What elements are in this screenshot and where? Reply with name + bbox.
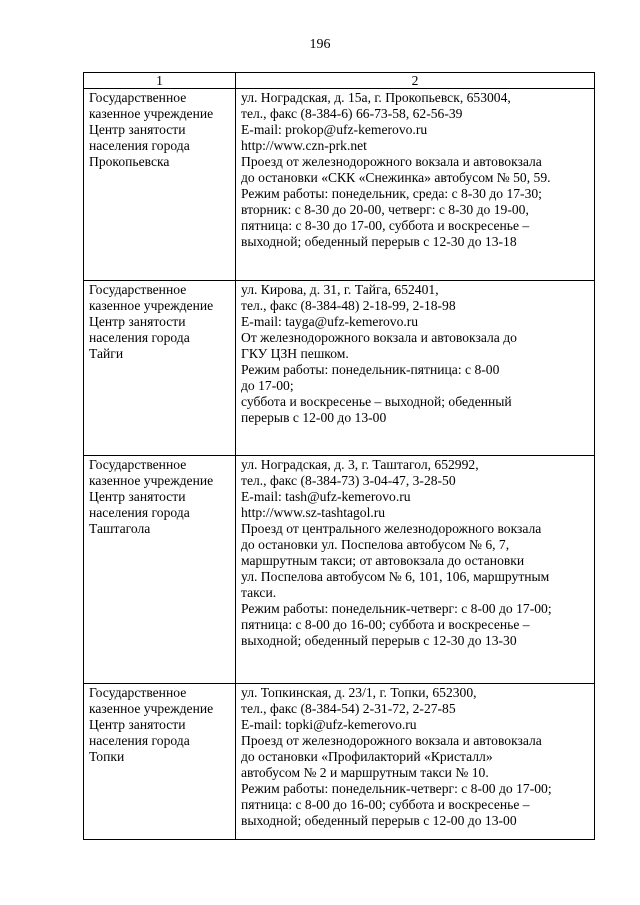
table-row <box>84 89 595 281</box>
info-line: выходной; обеденный перерыв с 12-30 до 13-18 <box>241 234 517 249</box>
org-line: Топки <box>89 749 125 764</box>
info-line: вторник: с 8-30 до 20-00, четверг: с 8-30 до 19-00, <box>241 202 529 217</box>
phone-line: тел., факс (8-384-48) 2-18-99, 2-18-98 <box>241 298 456 313</box>
org-line: Прокопьевска <box>89 154 170 169</box>
org-line: казенное учреждение <box>89 701 214 716</box>
info-line: автобусом № 2 и маршрутным такси № 10. <box>241 765 489 780</box>
info-line: выходной; обеденный перерыв с 12-00 до 13-00 <box>241 813 517 828</box>
info-line: ГКУ ЦЗН пешком. <box>241 346 349 361</box>
org-line: Тайги <box>89 346 124 361</box>
info-line: ул. Поспелова автобусом № 6, 101, 106, маршрутным <box>241 569 550 584</box>
email-line: E-mail: tayga@ufz-kemerovo.ru <box>241 314 419 329</box>
page-number: 196 <box>309 37 331 52</box>
column-header-2: 2 <box>236 73 595 89</box>
info-line: выходной; обеденный перерыв с 12-30 до 13-30 <box>241 633 517 648</box>
info-line: Режим работы: понедельник, среда: с 8-30 до 17-30; <box>241 186 542 201</box>
table-row <box>84 684 595 840</box>
address-line: ул. Ноградская, д. 15а, г. Прокопьевск, 653004, <box>241 90 511 105</box>
table-row <box>84 456 595 684</box>
org-name-cell <box>84 89 236 281</box>
employment-centers-table <box>83 72 595 840</box>
org-line: населения города <box>89 505 190 520</box>
info-line: пятница: с 8-00 до 16-00; суббота и воскресенье – <box>241 617 530 632</box>
org-name-cell <box>84 281 236 456</box>
info-line: Проезд от железнодорожного вокзала и автовокзала <box>241 733 542 748</box>
info-line: до остановки «СКК «Снежинка» автобусом № 50, 59. <box>241 170 551 185</box>
table-row <box>84 281 595 456</box>
org-line: казенное учреждение <box>89 106 214 121</box>
org-line: Центр занятости <box>89 717 186 732</box>
org-line: Центр занятости <box>89 489 186 504</box>
contact-info-cell <box>236 89 595 281</box>
info-line: до остановки «Профилакторий «Кристалл» <box>241 749 493 764</box>
info-line: такси. <box>241 585 277 600</box>
info-line: Режим работы: понедельник-четверг: с 8-00 до 17-00; <box>241 781 552 796</box>
org-line: казенное учреждение <box>89 298 214 313</box>
org-line: Центр занятости <box>89 314 186 329</box>
org-line: Центр занятости <box>89 122 186 137</box>
info-line: маршрутным такси; от автовокзала до остановки <box>241 553 525 568</box>
contact-info-cell <box>236 281 595 456</box>
phone-line: тел., факс (8-384-73) 3-04-47, 3-28-50 <box>241 473 456 488</box>
column-header-1: 1 <box>84 73 236 89</box>
org-line: казенное учреждение <box>89 473 214 488</box>
email-line: E-mail: tash@ufz-kemerovo.ru <box>241 489 411 504</box>
org-line: Государственное <box>89 457 187 472</box>
org-name-cell <box>84 684 236 840</box>
phone-line: тел., факс (8-384-6) 66-73-58, 62-56-39 <box>241 106 463 121</box>
org-line: Государственное <box>89 282 187 297</box>
info-line: пятница: с 8-30 до 17-00, суббота и воскресенье – <box>241 218 530 233</box>
info-line: суббота и воскресенье – выходной; обеденный <box>241 394 512 409</box>
org-line: Государственное <box>89 90 187 105</box>
org-line: Государственное <box>89 685 187 700</box>
table-header-row <box>84 73 595 89</box>
contact-info-cell <box>236 684 595 840</box>
org-line: населения города <box>89 733 190 748</box>
org-line: населения города <box>89 138 190 153</box>
email-line: E-mail: topki@ufz-kemerovo.ru <box>241 717 417 732</box>
info-line: до 17-00; <box>241 378 294 393</box>
phone-line: тел., факс (8-384-54) 2-31-72, 2-27-85 <box>241 701 456 716</box>
website-line: http://www.sz-tashtagol.ru <box>241 505 386 520</box>
email-line: E-mail: prokop@ufz-kemerovo.ru <box>241 122 428 137</box>
address-line: ул. Ноградская, д. 3, г. Таштагол, 652992, <box>241 457 479 472</box>
info-line: Проезд от центрального железнодорожного вокзала <box>241 521 542 536</box>
info-line: Режим работы: понедельник-четверг: с 8-00 до 17-00; <box>241 601 552 616</box>
org-line: населения города <box>89 330 190 345</box>
website-line: http://www.czn-prk.net <box>241 138 367 153</box>
address-line: ул. Кирова, д. 31, г. Тайга, 652401, <box>241 282 439 297</box>
contact-info-cell <box>236 456 595 684</box>
info-line: От железнодорожного вокзала и автовокзала до <box>241 330 517 345</box>
address-line: ул. Топкинская, д. 23/1, г. Топки, 652300, <box>241 685 477 700</box>
info-line: Проезд от железнодорожного вокзала и автовокзала <box>241 154 542 169</box>
org-name-cell <box>84 456 236 684</box>
info-line: перерыв с 12-00 до 13-00 <box>241 410 387 425</box>
org-line: Таштагола <box>89 521 151 536</box>
info-line: пятница: с 8-00 до 16-00; суббота и воскресенье – <box>241 797 530 812</box>
info-line: Режим работы: понедельник-пятница: с 8-00 <box>241 362 500 377</box>
info-line: до остановки ул. Поспелова автобусом № 6, 7, <box>241 537 510 552</box>
